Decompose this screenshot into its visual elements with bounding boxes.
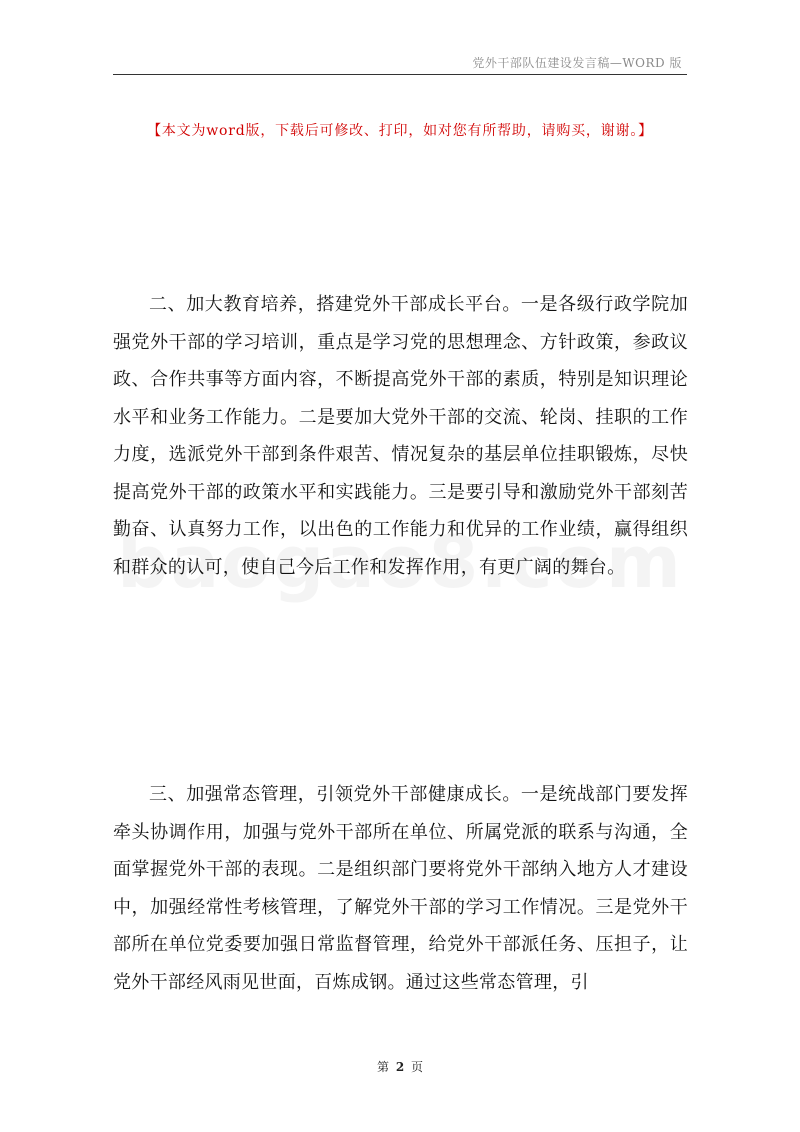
body-paragraph-3: 三、加强常态管理，引领党外干部健康成长。一是统战部门要发挥牵头协调作用，加强与党外干部所在单位、所属党派的联系与沟通，全面掌握党外干部的表现。二是组织部门要将党外干部纳入地方人才建设中，加强经常性考核管理，了解党外干部的学习工作情况。三是党外干部所在单位党委要加强日常监督管理，给党外干部派任务、压担子，让党外干部经风雨见世面，百炼成钢。通过这些常态管理，引	[113, 784, 688, 993]
page-label-prefix: 第	[376, 1060, 389, 1074]
document-header-title: 党外干部队伍建设发言稿—WORD 版	[472, 56, 682, 70]
page-footer	[0, 1058, 800, 1075]
page-label-suffix: 页	[411, 1060, 424, 1074]
body-paragraph-2: 二、加大教育培养，搭建党外干部成长平台。一是各级行政学院加强党外干部的学习培训，重点是学习党的思想理念、方针政策，参政议政、合作共事等方面内容，不断提高党外干部的素质，特别是知识理论水平和业务工作能力。二是要加大党外干部的交流、轮岗、挂职的工作力度，选派党外干部到条件艰苦、情况复杂的基层单位挂职锻炼，尽快提高党外干部的政策水平和实践能力。三是要引导和激励党外干部刻苦勤奋、认真努力工作，以出色的工作能力和优异的工作业绩，赢得组织和群众的认可，使自己今后工作和发挥作用，有更广阔的舞台。	[113, 294, 688, 578]
purchase-notice: 【本文为word版，下载后可修改、打印，如对您有所帮助，请购买，谢谢。】	[147, 123, 653, 139]
header-divider	[113, 74, 687, 75]
page-number: 2	[395, 1060, 405, 1074]
